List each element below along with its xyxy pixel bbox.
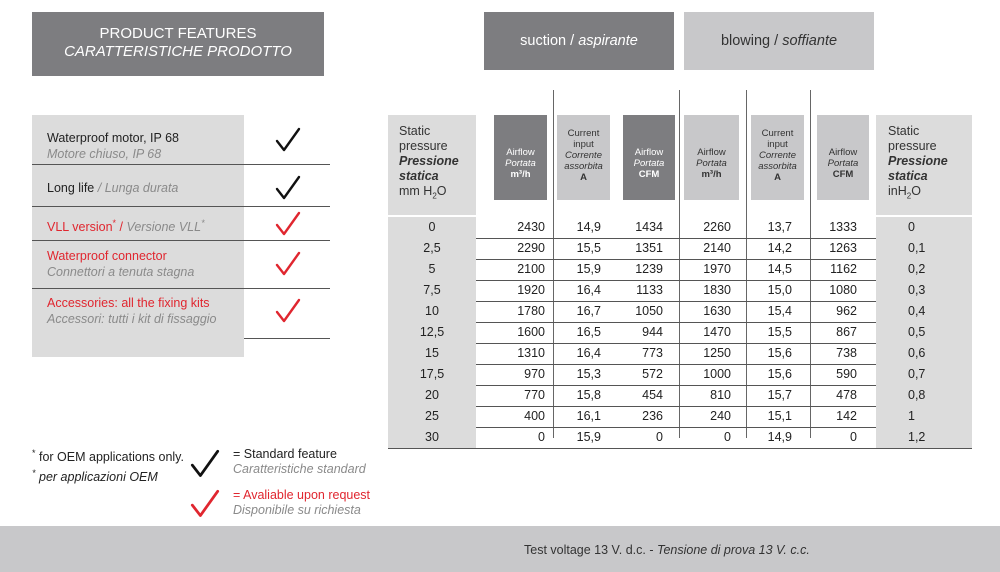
col-l3: CFM xyxy=(638,169,660,180)
cell-static-pressure-in: 1 xyxy=(876,406,972,427)
table-row xyxy=(388,385,972,407)
header-unit: inH xyxy=(888,184,907,198)
legend-request xyxy=(233,488,370,518)
footer xyxy=(0,526,1000,572)
column-header-blowing-airflow-cfm xyxy=(817,115,869,200)
table-row xyxy=(388,427,972,449)
black-check-icon xyxy=(275,175,301,201)
col-l2: Portata xyxy=(505,158,536,169)
header-unit-end: O xyxy=(436,184,447,198)
product-features-title-it: CARATTERISTICHE PRODOTTO xyxy=(64,43,292,60)
header-line-it: Pressione xyxy=(399,154,459,168)
cell-suction-airflow-m3h: 1920 xyxy=(517,283,545,297)
cell-blowing-airflow-m3h: 1000 xyxy=(703,367,731,381)
cell-blowing-airflow-cfm: 478 xyxy=(836,388,857,402)
black-check-icon xyxy=(275,127,301,153)
tab-blowing-label-it: soffiante xyxy=(782,33,838,49)
oem-note-it: per applicazioni OEM xyxy=(39,470,158,485)
cell-suction-airflow-m3h: 400 xyxy=(524,409,545,423)
cell-static-pressure-in: 0,2 xyxy=(876,259,972,280)
red-check-icon xyxy=(275,251,301,277)
cell-blowing-airflow-m3h: 1470 xyxy=(703,325,731,339)
cell-suction-airflow-cfm: 1133 xyxy=(636,283,663,297)
cell-blowing-airflow-cfm: 867 xyxy=(836,325,857,339)
cell-suction-airflow-cfm: 1239 xyxy=(635,262,663,276)
cell-suction-airflow-m3h: 0 xyxy=(538,430,545,444)
cell-suction-airflow-cfm: 1434 xyxy=(635,220,663,234)
oem-note-en: for OEM applications only. xyxy=(39,450,184,465)
cell-static-pressure-in: 0,3 xyxy=(876,280,972,301)
cell-static-pressure-mm: 7,5 xyxy=(388,280,476,301)
cell-static-pressure-in: 0,1 xyxy=(876,238,972,259)
cell-static-pressure-mm: 10 xyxy=(388,301,476,322)
cell-blowing-airflow-cfm: 1333 xyxy=(829,220,857,234)
header-line: Static xyxy=(888,124,920,138)
col-l2: Portata xyxy=(696,158,727,169)
red-check-icon xyxy=(275,298,301,324)
oem-star: * xyxy=(32,448,36,458)
header-line-it: Pressione xyxy=(888,154,948,168)
cell-static-pressure-mm: 30 xyxy=(388,427,476,448)
col-l3: CFM xyxy=(832,169,854,180)
tab-separator: / xyxy=(566,33,579,49)
cell-blowing-current: 15,5 xyxy=(767,325,792,339)
feature-waterproof-motor xyxy=(32,115,330,165)
cell-suction-current: 16,4 xyxy=(576,346,601,360)
cell-suction-current: 16,7 xyxy=(576,304,601,318)
legend xyxy=(32,445,392,525)
feature-divider xyxy=(244,338,330,339)
header-unit: mm H xyxy=(399,184,433,198)
cell-suction-current: 15,5 xyxy=(576,241,601,255)
tab-suction xyxy=(484,12,674,70)
cell-suction-airflow-cfm: 0 xyxy=(656,430,663,444)
header-line-it: statica xyxy=(399,169,439,183)
feature-label: Accessories: all the fixing kits xyxy=(47,296,210,310)
cell-suction-current: 15,8 xyxy=(576,388,601,402)
cell-static-pressure-in: 0,8 xyxy=(876,385,972,406)
cell-blowing-airflow-cfm: 1080 xyxy=(829,283,857,297)
header-unit-sub: 2 xyxy=(432,191,437,201)
table-row xyxy=(388,322,972,344)
cell-suction-airflow-m3h: 2100 xyxy=(517,262,545,276)
header-unit-sub: 2 xyxy=(906,191,912,201)
col-l3: A xyxy=(774,172,781,183)
cell-blowing-airflow-cfm: 1263 xyxy=(829,241,857,255)
cell-static-pressure-mm: 0 xyxy=(388,217,476,238)
feature-long-life xyxy=(32,164,330,207)
cell-suction-airflow-cfm: 454 xyxy=(642,388,663,402)
feature-label-it: Accessori: tutti i kit di fissaggio xyxy=(47,312,217,326)
col-l1b: input xyxy=(767,139,788,150)
cell-suction-airflow-m3h: 770 xyxy=(524,388,545,402)
col-l1b: input xyxy=(573,139,594,150)
cell-suction-airflow-m3h: 1600 xyxy=(517,325,545,339)
col-l3: A xyxy=(580,172,587,183)
feature-separator: / xyxy=(94,181,105,195)
col-l2: Corrente xyxy=(565,150,602,161)
col-l2: Portata xyxy=(633,158,665,169)
column-header-blowing-airflow-m3h xyxy=(684,115,739,200)
column-header-blowing-current xyxy=(751,115,804,200)
cell-blowing-airflow-cfm: 738 xyxy=(836,346,857,360)
cell-static-pressure-in: 0,5 xyxy=(876,322,972,343)
cell-blowing-current: 15,6 xyxy=(767,367,792,381)
col-l2b: assorbita xyxy=(758,161,797,172)
cell-blowing-current: 13,7 xyxy=(767,220,792,234)
cell-suction-airflow-m3h: 1780 xyxy=(517,304,545,318)
cell-suction-airflow-m3h: 2430 xyxy=(517,220,545,234)
footer-en: Test voltage 13 V. d.c. xyxy=(524,543,646,557)
feature-waterproof-connector xyxy=(32,240,330,289)
cell-blowing-current: 15,1 xyxy=(767,409,792,423)
feature-vll-version xyxy=(32,206,330,241)
feature-label: Long life xyxy=(47,181,95,195)
col-l1: Airflow xyxy=(697,147,726,158)
cell-blowing-airflow-m3h: 2140 xyxy=(703,241,731,255)
table-row xyxy=(388,280,972,302)
table-row xyxy=(388,238,972,260)
cell-blowing-current: 14,2 xyxy=(767,241,792,255)
cell-static-pressure-mm: 17,5 xyxy=(388,364,476,385)
cell-suction-airflow-cfm: 1351 xyxy=(635,241,663,255)
table-row xyxy=(388,217,972,239)
static-pressure-in-header xyxy=(876,115,972,215)
cell-static-pressure-in: 0,4 xyxy=(876,301,972,322)
cell-static-pressure-mm: 20 xyxy=(388,385,476,406)
features-list xyxy=(32,115,330,357)
test-voltage-note xyxy=(524,543,810,557)
footer-sep: - xyxy=(645,543,657,557)
table-row xyxy=(388,343,972,365)
cell-blowing-airflow-m3h: 1630 xyxy=(703,304,731,318)
cell-static-pressure-mm: 12,5 xyxy=(388,322,476,343)
product-features-header xyxy=(32,12,324,76)
cell-blowing-airflow-m3h: 1830 xyxy=(703,283,731,297)
column-header-suction-current xyxy=(557,115,610,200)
cell-suction-airflow-cfm: 236 xyxy=(642,409,663,423)
table-row xyxy=(388,259,972,281)
cell-suction-airflow-cfm: 572 xyxy=(642,367,663,381)
cell-suction-current: 14,9 xyxy=(576,220,601,234)
cell-suction-current: 15,9 xyxy=(576,262,601,276)
cell-blowing-airflow-cfm: 142 xyxy=(836,409,857,423)
cell-suction-current: 16,1 xyxy=(576,409,601,423)
legend-standard-en: = Standard feature xyxy=(233,447,337,461)
feature-label-it: Motore chiuso, IP 68 xyxy=(47,147,162,161)
col-l1: Current xyxy=(567,128,600,139)
header-line-it: statica xyxy=(888,169,928,183)
col-l2: Portata xyxy=(827,158,859,169)
cell-blowing-airflow-m3h: 2260 xyxy=(703,220,731,234)
cell-static-pressure-in: 0 xyxy=(876,217,972,238)
legend-request-en: = Avaliable upon request xyxy=(233,488,371,502)
legend-request-it: Disponibile su richiesta xyxy=(233,503,361,517)
col-l3: m³/h xyxy=(510,169,531,180)
feature-star-it: * xyxy=(201,218,205,228)
feature-label-it: Versione VLL xyxy=(126,220,202,235)
header-line: Static xyxy=(399,124,431,138)
cell-blowing-current: 15,0 xyxy=(767,283,792,297)
cell-suction-airflow-cfm: 1050 xyxy=(635,304,663,318)
cell-blowing-airflow-cfm: 0 xyxy=(850,430,857,444)
tab-separator: / xyxy=(770,33,783,49)
feature-star: * xyxy=(112,218,117,228)
cell-suction-current: 15,9 xyxy=(576,430,601,444)
col-l1: Current xyxy=(761,128,794,139)
feature-label-it: Lunga durata xyxy=(104,181,179,195)
column-header-suction-airflow-m3h xyxy=(494,115,547,200)
cell-static-pressure-in: 0,6 xyxy=(876,343,972,364)
cell-suction-airflow-m3h: 970 xyxy=(524,367,545,381)
product-features-title: PRODUCT FEATURES xyxy=(99,25,257,42)
table-row xyxy=(388,406,972,428)
column-header-suction-airflow-cfm xyxy=(623,115,675,200)
col-l1: Airflow xyxy=(634,147,664,158)
table-row xyxy=(388,301,972,323)
footer-it: Tensione di prova 13 V. c.c. xyxy=(656,543,810,557)
tab-blowing xyxy=(684,12,874,70)
feature-label: VLL version xyxy=(47,220,113,235)
legend-standard xyxy=(233,447,366,477)
cell-suction-current: 16,4 xyxy=(576,283,601,297)
header-unit-end: O xyxy=(911,184,921,198)
col-l2b: assorbita xyxy=(564,161,603,172)
cell-blowing-current: 14,5 xyxy=(767,262,792,276)
col-l1: Airflow xyxy=(506,147,535,158)
header-line: pressure xyxy=(399,139,448,153)
cell-static-pressure-mm: 25 xyxy=(388,406,476,427)
red-check-icon xyxy=(275,211,301,237)
static-pressure-mm-header xyxy=(388,115,476,215)
feature-accessories xyxy=(32,288,330,338)
col-l3: m³/h xyxy=(701,169,722,180)
cell-static-pressure-in: 0,7 xyxy=(876,364,972,385)
tab-blowing-label: blowing xyxy=(720,33,771,49)
feature-label: Waterproof motor, IP 68 xyxy=(47,131,180,145)
cell-suction-airflow-cfm: 773 xyxy=(642,346,663,360)
legend-standard-it: Caratteristiche standard xyxy=(233,462,366,476)
cell-blowing-current: 15,4 xyxy=(767,304,792,318)
cell-blowing-current: 15,7 xyxy=(767,388,792,402)
cell-blowing-airflow-m3h: 0 xyxy=(724,430,731,444)
cell-static-pressure-mm: 5 xyxy=(388,259,476,280)
cell-blowing-current: 14,9 xyxy=(767,430,792,444)
cell-suction-airflow-m3h: 2290 xyxy=(517,241,545,255)
col-l2: Corrente xyxy=(759,150,796,161)
cell-static-pressure-mm: 2,5 xyxy=(388,238,476,259)
oem-star-it: * xyxy=(32,468,36,479)
cell-suction-airflow-m3h: 1310 xyxy=(517,346,545,360)
tab-suction-label-it: aspirante xyxy=(578,33,638,49)
oem-note xyxy=(32,445,184,485)
cell-static-pressure-in: 1,2 xyxy=(876,427,972,448)
cell-suction-current: 16,5 xyxy=(576,325,601,339)
table-row xyxy=(388,364,972,386)
feature-separator: / xyxy=(116,220,127,235)
cell-blowing-current: 15,6 xyxy=(767,346,792,360)
cell-blowing-airflow-m3h: 240 xyxy=(710,409,731,423)
cell-blowing-airflow-m3h: 810 xyxy=(710,388,731,402)
cell-suction-current: 15,3 xyxy=(576,367,601,381)
feature-label-it: Connettori a tenuta stagna xyxy=(47,265,195,279)
black-check-icon xyxy=(190,449,220,479)
cell-static-pressure-mm: 15 xyxy=(388,343,476,364)
col-l1: Airflow xyxy=(828,147,858,158)
cell-blowing-airflow-m3h: 1970 xyxy=(703,262,731,276)
cell-blowing-airflow-cfm: 590 xyxy=(836,367,857,381)
cell-blowing-airflow-m3h: 1250 xyxy=(703,346,731,360)
cell-blowing-airflow-cfm: 1162 xyxy=(830,262,857,276)
feature-label: Waterproof connector xyxy=(47,249,167,263)
tab-suction-label: suction xyxy=(520,33,567,49)
cell-suction-airflow-cfm: 944 xyxy=(642,325,663,339)
red-check-icon xyxy=(190,489,220,519)
header-line: pressure xyxy=(888,139,937,153)
cell-blowing-airflow-cfm: 962 xyxy=(836,304,857,318)
